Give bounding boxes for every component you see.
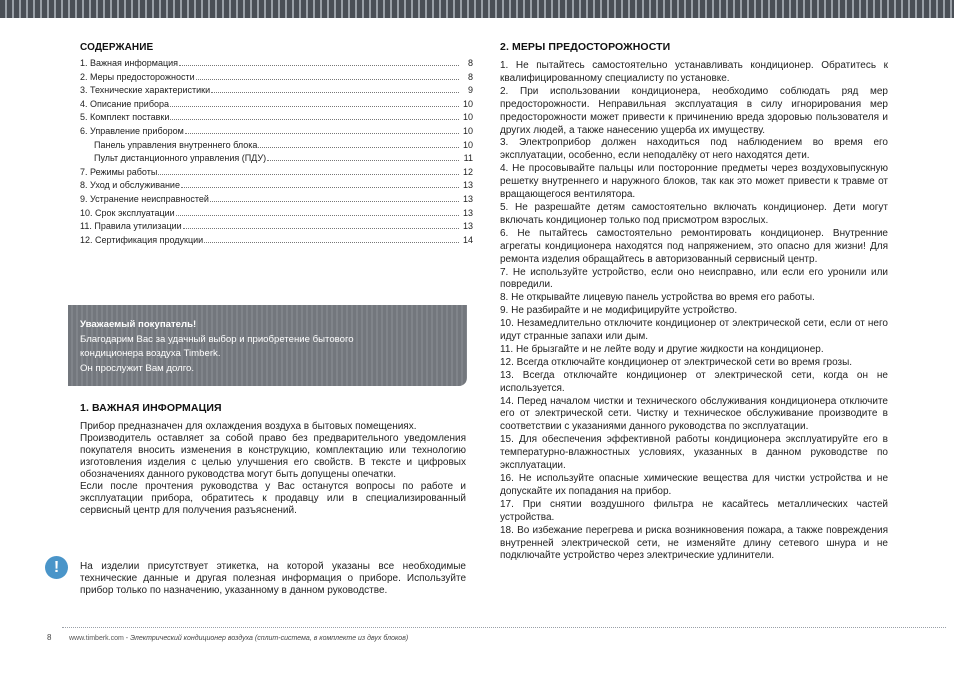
section-2-title: 2. МЕРЫ ПРЕДОСТОРОЖНОСТИ <box>500 41 671 53</box>
footer-separator: - <box>123 635 131 642</box>
toc-item[interactable]: 11. Правила утилизации 13 <box>80 221 473 232</box>
label-note: На изделии присутствует этикетка, на которой указаны все необходимые технические данные и другая полезная информация о приборе. Используйте прибор только по назначению, указанному в данном руководстве. <box>80 561 466 596</box>
list-item: 5. Не разрешайте детям самостоятельно включать кондиционер. Дети могут включать кондиционер только под присмотром взрослых. <box>500 201 888 226</box>
list-item: 12. Всегда отключайте кондиционер от электрической сети во время грозы. <box>500 356 853 368</box>
paragraph: Производитель оставляет за собой право без предварительного уведомления покупателя вносить изменения в конструкцию, комплектацию или технологию изготовления изделия с целью улучшения его свойств. В тексте и цифровых обозначениях данного руководства могут быть допущены опечатки. <box>80 433 466 480</box>
list-item: 4. Не просовывайте пальцы или посторонние предметы через воздуховыпускную решетку внутреннего и наружного блоков, так как это может привести к травме от вращающегося вентилятора. <box>500 163 888 201</box>
list-item: 13. Всегда отключайте кондиционер от электрической сети, когда он не используется. <box>500 369 888 394</box>
toc-item[interactable]: 7. Режимы работы 12 <box>80 166 473 177</box>
paragraph: Прибор предназначен для охлаждения воздуха в бытовых помещениях. <box>80 421 417 432</box>
list-item: 8. Не открывайте лицевую панель устройства во время его работы. <box>500 292 815 304</box>
list-item: 3. Электроприбор должен находиться под наблюдением во время его эксплуатации, особенно, если неподалёку от него находятся дети. <box>500 137 888 162</box>
table-of-contents <box>80 58 473 248</box>
greeting-line: кондиционера воздуха Timberk. <box>80 348 221 359</box>
toc-subitem[interactable]: Пульт дистанционного управления (ПДУ) 11 <box>94 153 473 164</box>
list-item: 15. Для обеспечения эффективной работы кондиционера эксплуатируйте его в температурно-влажностных условиях, указанных в данном руководстве по эксплуатации. <box>500 434 888 472</box>
toc-subitem[interactable]: Панель управления внутреннего блока 10 <box>94 139 473 150</box>
list-item: 18. Во избежание перегрева и риска возникновения пожара, а также повреждения внутренней электрической сети, не изменяйте длину сетевого шнура и не подключайте устройство через электрические удлинители. <box>500 524 888 562</box>
toc-item[interactable]: 3. Технические характеристики 9 <box>80 85 473 96</box>
toc-item[interactable]: 9. Устранение неисправностей 13 <box>80 193 473 204</box>
toc-item[interactable]: 4. Описание прибора 10 <box>80 98 473 109</box>
precautions-list <box>500 60 888 563</box>
list-item: 6. Не пытайтесь самостоятельно ремонтировать кондиционер. Внутренние агрегаты кондиционера находятся под напряжением, это опасно для жизни! Для ремонта изделия обращайтесь в авторизованный сервисный центр. <box>500 227 888 265</box>
list-item: 2. При использовании кондиционера, необходимо соблюдать ряд мер предосторожности. Неправильная эксплуатация в силу игнорирования мер предосторожности может привести к причинению вреда здоровью пользователя и других людей, а также нанесению ущерба их имуществу. <box>500 85 888 136</box>
toc-item[interactable]: 1. Важная информация 8 <box>80 58 473 68</box>
footer-divider <box>62 627 946 628</box>
section-1-title: 1. ВАЖНАЯ ИНФОРМАЦИЯ <box>80 402 222 414</box>
top-decorative-stripe <box>0 0 954 18</box>
section-1-body <box>80 421 466 517</box>
page-number: 8 <box>47 633 52 642</box>
exclamation-icon: ! <box>45 556 68 579</box>
toc-item[interactable]: 8. Уход и обслуживание 13 <box>80 180 473 191</box>
footer-document-title: Электрический кондиционер воздуха (сплит-система, в комплекте из двух блоков) <box>130 635 409 642</box>
list-item: 14. Перед началом чистки и технического обслуживания кондиционера отключите его от электрической сети. Чистку и техническое обслуживание производите в соответствии с указаниями данного руководства по эксплуатации. <box>500 395 888 433</box>
toc-item[interactable]: 10. Срок эксплуатации 13 <box>80 207 473 218</box>
list-item: 9. Не разбирайте и не модифицируйте устройство. <box>500 305 738 317</box>
list-item: 16. Не используйте опасные химические вещества для чистки устройства и не допускайте их попадания на прибор. <box>500 473 888 497</box>
list-item: 7. Не используйте устройство, если оно неисправно, или если его уронили или повредили. <box>500 266 888 291</box>
greeting-box <box>68 305 467 386</box>
greeting-line: Он прослужит Вам долго. <box>80 362 195 374</box>
greeting-title: Уважаемый покупатель! <box>80 319 197 330</box>
toc-item[interactable]: 2. Меры предосторожности 8 <box>80 71 473 82</box>
list-item: 1. Не пытайтесь самостоятельно устанавливать кондиционер. Обратитесь к квалифицированному специалисту по установке. <box>500 60 888 84</box>
greeting-line: Благодарим Вас за удачный выбор и приобретение бытового <box>80 333 354 345</box>
footer-website-link[interactable]: www.timberk.com <box>69 635 124 642</box>
toc-title: СОДЕРЖАНИЕ <box>80 42 154 53</box>
paragraph: Если после прочтения руководства у Вас останутся вопросы по работе и эксплуатации прибора, обратитесь к продавцу или в специализированный сервисный центр для получения разъяснений. <box>80 481 466 516</box>
toc-item[interactable]: 6. Управление прибором 10 <box>80 125 473 136</box>
list-item: 17. При снятии воздушного фильтра не касайтесь металлических частей устройства. <box>500 498 888 523</box>
toc-item[interactable]: 12. Сертификация продукции 14 <box>80 234 473 245</box>
list-item: 10. Незамедлительно отключите кондиционер от электрической сети, если от него идут странные запахи или дым. <box>500 318 888 343</box>
page-footer <box>47 633 408 642</box>
toc-item[interactable]: 5. Комплект поставки 10 <box>80 112 473 123</box>
list-item: 11. Не брызгайте и не лейте воду и другие жидкости на кондиционер. <box>500 343 824 355</box>
